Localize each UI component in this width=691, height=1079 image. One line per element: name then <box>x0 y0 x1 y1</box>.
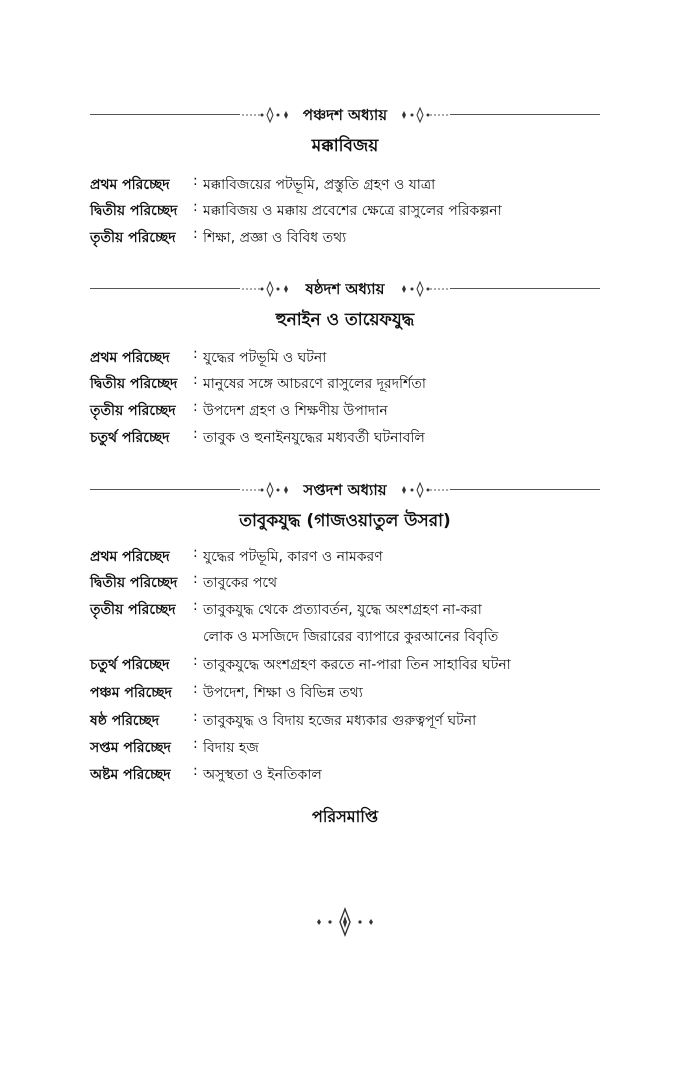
closing-title: পরিসমাপ্তি <box>311 807 379 826</box>
section-label: চতুর্থ পরিচ্ছেদ <box>90 430 170 446</box>
sparkle-diamond-ornament-icon <box>240 279 300 299</box>
section-colon: : <box>193 545 198 561</box>
section-text: অসুস্থতা ও ইনতিকাল <box>203 767 322 783</box>
section-text: বিদায় হজ <box>203 740 259 756</box>
section-text: মক্কাবিজয়ের পটভূমি, প্রস্তুতি গ্রহণ ও যাত্রা <box>203 177 436 193</box>
section-label: তৃতীয় পরিচ্ছেদ <box>90 602 176 618</box>
sparkle-diamond-ornament-icon <box>305 907 385 937</box>
section-colon: : <box>193 709 198 725</box>
section-row <box>90 173 610 197</box>
section-row <box>90 571 610 595</box>
section-text: যুদ্ধের পটভূমি, কারণ ও নামকরণ <box>203 549 383 565</box>
section-text: মক্কাবিজয় ও মক্কায় প্রবেশের ক্ষেত্রে রাসুলের পরিকল্পনা <box>203 203 502 219</box>
sparkle-diamond-ornament-icon <box>390 279 450 299</box>
section-colon: : <box>193 173 198 189</box>
sparkle-diamond-ornament-icon <box>390 105 450 125</box>
section-colon: : <box>193 736 198 752</box>
section-label: তৃতীয় পরিচ্ছেদ <box>90 230 176 246</box>
section-text: তাবুকযুদ্ধ থেকে প্রত্যাবর্তন, যুদ্ধে অংশগ্রহণ না-করা <box>203 602 482 618</box>
chapter-divider <box>90 276 600 302</box>
section-colon: : <box>193 653 198 669</box>
sparkle-diamond-ornament-icon <box>240 105 300 125</box>
section-text-continuation: লোক ও মসজিদে জিরারের ব্যাপারে কুরআনের বিবৃতি <box>203 629 499 645</box>
section-colon: : <box>193 399 198 415</box>
section-label: সপ্তম পরিচ্ছেদ <box>90 740 171 756</box>
divider-rule <box>450 114 600 115</box>
sparkle-diamond-ornament-icon <box>390 480 450 500</box>
section-label: পঞ্চম পরিচ্ছেদ <box>90 685 172 701</box>
chapter-divider <box>90 102 600 128</box>
section-colon: : <box>193 226 198 242</box>
section-label: প্রথম পরিচ্ছেদ <box>90 177 170 193</box>
section-colon: : <box>193 763 198 779</box>
section-text: তাবুকের পথে <box>203 575 278 591</box>
section-label: দ্বিতীয় পরিচ্ছেদ <box>90 203 178 219</box>
section-row <box>90 426 610 450</box>
section-row <box>90 736 610 760</box>
section-label: দ্বিতীয় পরিচ্ছেদ <box>90 575 178 591</box>
section-label: অষ্টম পরিচ্ছেদ <box>90 767 171 783</box>
divider-rule <box>450 489 600 490</box>
section-label: প্রথম পরিচ্ছেদ <box>90 350 170 366</box>
section-colon: : <box>193 372 198 388</box>
section-label: প্রথম পরিচ্ছেদ <box>90 549 170 565</box>
section-row <box>90 763 610 787</box>
section-colon: : <box>193 346 198 362</box>
chapter-title: ষষ্ঠদশ অধ্যায় <box>305 280 385 298</box>
divider-rule <box>450 288 600 289</box>
section-text: শিক্ষা, প্রজ্ঞা ও বিবিধ তথ্য <box>203 230 347 246</box>
section-text: তাবুক ও হুনাইনযুদ্ধের মধ্যবর্তী ঘটনাবলি <box>203 430 425 446</box>
divider-rule <box>90 114 240 115</box>
chapter-subtitle: হুনাইন ও তায়েফযুদ্ধ <box>275 310 415 330</box>
section-row <box>90 199 610 223</box>
section-text: যুদ্ধের পটভূমি ও ঘটনা <box>203 350 327 366</box>
chapter-subtitle: মক্কাবিজয় <box>311 136 379 156</box>
section-colon: : <box>193 199 198 215</box>
section-text: তাবুকযুদ্ধ ও বিদায় হজের মধ্যকার গুরুত্বপূর্ণ ঘটনা <box>203 713 477 729</box>
section-row <box>90 545 610 569</box>
sparkle-diamond-ornament-icon <box>240 480 300 500</box>
section-text: উপদেশ গ্রহণ ও শিক্ষণীয় উপাদান <box>203 403 388 419</box>
section-row <box>90 653 610 677</box>
section-colon: : <box>193 681 198 697</box>
section-row <box>90 598 610 622</box>
section-text: উপদেশ, শিক্ষা ও বিভিন্ন তথ্য <box>203 685 363 701</box>
divider-rule <box>90 489 240 490</box>
section-row <box>90 399 610 423</box>
chapter-divider <box>90 477 600 503</box>
section-colon: : <box>193 426 198 442</box>
section-label: ষষ্ঠ পরিচ্ছেদ <box>90 713 160 729</box>
section-text: মানুষের সঙ্গে আচরণে রাসুলের দূরদর্শিতা <box>203 376 426 392</box>
section-row <box>90 226 610 250</box>
section-text: তাবুকযুদ্ধে অংশগ্রহণ করতে না-পারা তিন সাহাবির ঘটনা <box>203 657 511 673</box>
section-row <box>90 681 610 705</box>
section-colon: : <box>193 571 198 587</box>
section-label: তৃতীয় পরিচ্ছেদ <box>90 403 176 419</box>
section-row <box>90 372 610 396</box>
divider-rule <box>90 288 240 289</box>
section-row <box>90 346 610 370</box>
chapter-title: সপ্তদশ অধ্যায় <box>303 481 387 499</box>
section-label: চতুর্থ পরিচ্ছেদ <box>90 657 170 673</box>
section-label: দ্বিতীয় পরিচ্ছেদ <box>90 376 178 392</box>
section-colon: : <box>193 598 198 614</box>
chapter-title: পঞ্চদশ অধ্যায় <box>302 106 388 124</box>
chapter-subtitle: তাবুকযুদ্ধ (গাজওয়াতুল উসরা) <box>239 511 451 531</box>
section-row <box>90 709 610 733</box>
